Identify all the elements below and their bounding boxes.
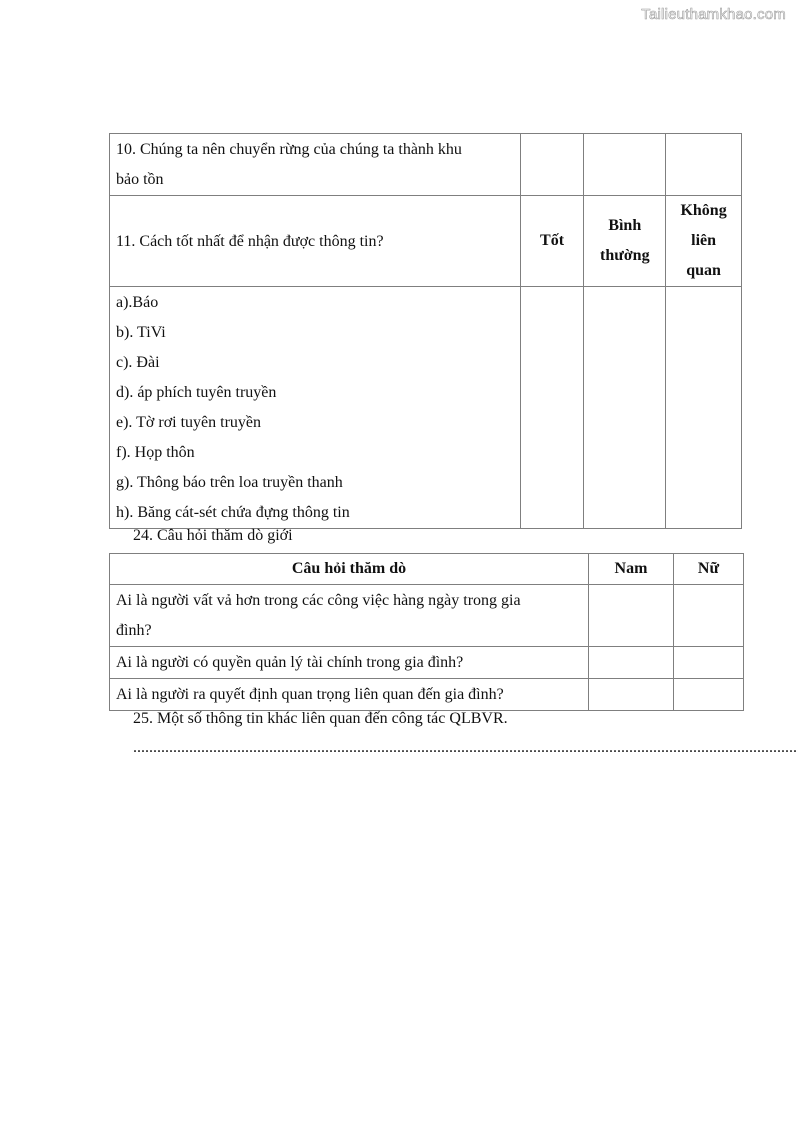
options-unrelated-cell[interactable] — [666, 287, 742, 529]
gender-q1-line1: Ai là người vất vả hơn trong các công việc hàng ngày trong gia — [116, 592, 521, 609]
section25-title: 25. Một số thông tin khác liên quan đến công tác QLBVR. — [133, 710, 508, 727]
col-unrelated-line2: liên — [691, 232, 717, 249]
header-male: Nam — [589, 554, 674, 585]
table-row — [110, 647, 744, 679]
table-row — [110, 585, 744, 647]
list-item: a).Báo — [116, 294, 159, 311]
col-good-header: Tốt — [520, 196, 584, 287]
table-row-q10 — [110, 134, 742, 196]
section24-title: 24. Câu hỏi thăm dò giới — [133, 527, 293, 544]
col-normal-line1: Bình — [608, 217, 642, 234]
female-answer-cell[interactable] — [674, 585, 744, 647]
table-header-row — [110, 554, 744, 585]
male-answer-cell[interactable] — [589, 585, 674, 647]
list-item: f). Họp thôn — [116, 444, 195, 461]
q10-line2: bảo tồn — [116, 171, 164, 188]
q10-good-cell[interactable] — [520, 134, 584, 196]
q10-cell — [110, 134, 521, 196]
header-female: Nữ — [674, 554, 744, 585]
gender-q2: Ai là người có quyền quản lý tài chính trong gia đình? — [116, 654, 464, 671]
gender-question-cell — [110, 647, 589, 679]
q10-unrelated-cell[interactable] — [666, 134, 742, 196]
col-unrelated-line1: Không — [680, 202, 727, 219]
options-normal-cell[interactable] — [584, 287, 666, 529]
table-row-q11 — [110, 196, 742, 287]
list-item: e). Tờ rơi tuyên truyền — [116, 414, 262, 431]
col-unrelated-line3: quan — [686, 262, 721, 279]
list-item: c). Đài — [116, 354, 160, 371]
options-good-cell[interactable] — [520, 287, 584, 529]
col-unrelated-header — [666, 196, 742, 287]
col-normal-header — [584, 196, 666, 287]
q11-question: 11. Cách tốt nhất để nhận được thông tin? — [116, 232, 384, 250]
survey-table — [109, 133, 742, 529]
list-item: h). Băng cát-sét chứa đựng thông tin — [116, 504, 350, 521]
list-item: g). Thông báo trên loa truyền thanh — [116, 474, 343, 491]
col-normal-line2: thường — [599, 247, 650, 264]
answer-dotted-line[interactable]: ...................................................................................................................................................................... — [133, 739, 797, 756]
gender-q3: Ai là người ra quyết định quan trọng liên quan đến gia đình? — [116, 686, 504, 703]
list-item: d). áp phích tuyên truyền — [116, 384, 277, 401]
female-answer-cell[interactable] — [674, 679, 744, 711]
q11-cell — [110, 196, 521, 287]
female-answer-cell[interactable] — [674, 647, 744, 679]
q10-normal-cell[interactable] — [584, 134, 666, 196]
options-cell — [110, 287, 521, 529]
gender-survey-table — [109, 553, 744, 711]
watermark-text: Tailieuthamkhao.com — [641, 6, 786, 23]
header-question: Câu hỏi thăm dò — [110, 554, 589, 585]
list-item: b). TiVi — [116, 324, 166, 341]
q10-line1: 10. Chúng ta nên chuyển rừng của chúng ta thành khu — [116, 141, 462, 158]
gender-q1-line2: đình? — [116, 622, 152, 639]
male-answer-cell[interactable] — [589, 679, 674, 711]
gender-question-cell — [110, 585, 589, 647]
table-row-options — [110, 287, 742, 529]
male-answer-cell[interactable] — [589, 647, 674, 679]
